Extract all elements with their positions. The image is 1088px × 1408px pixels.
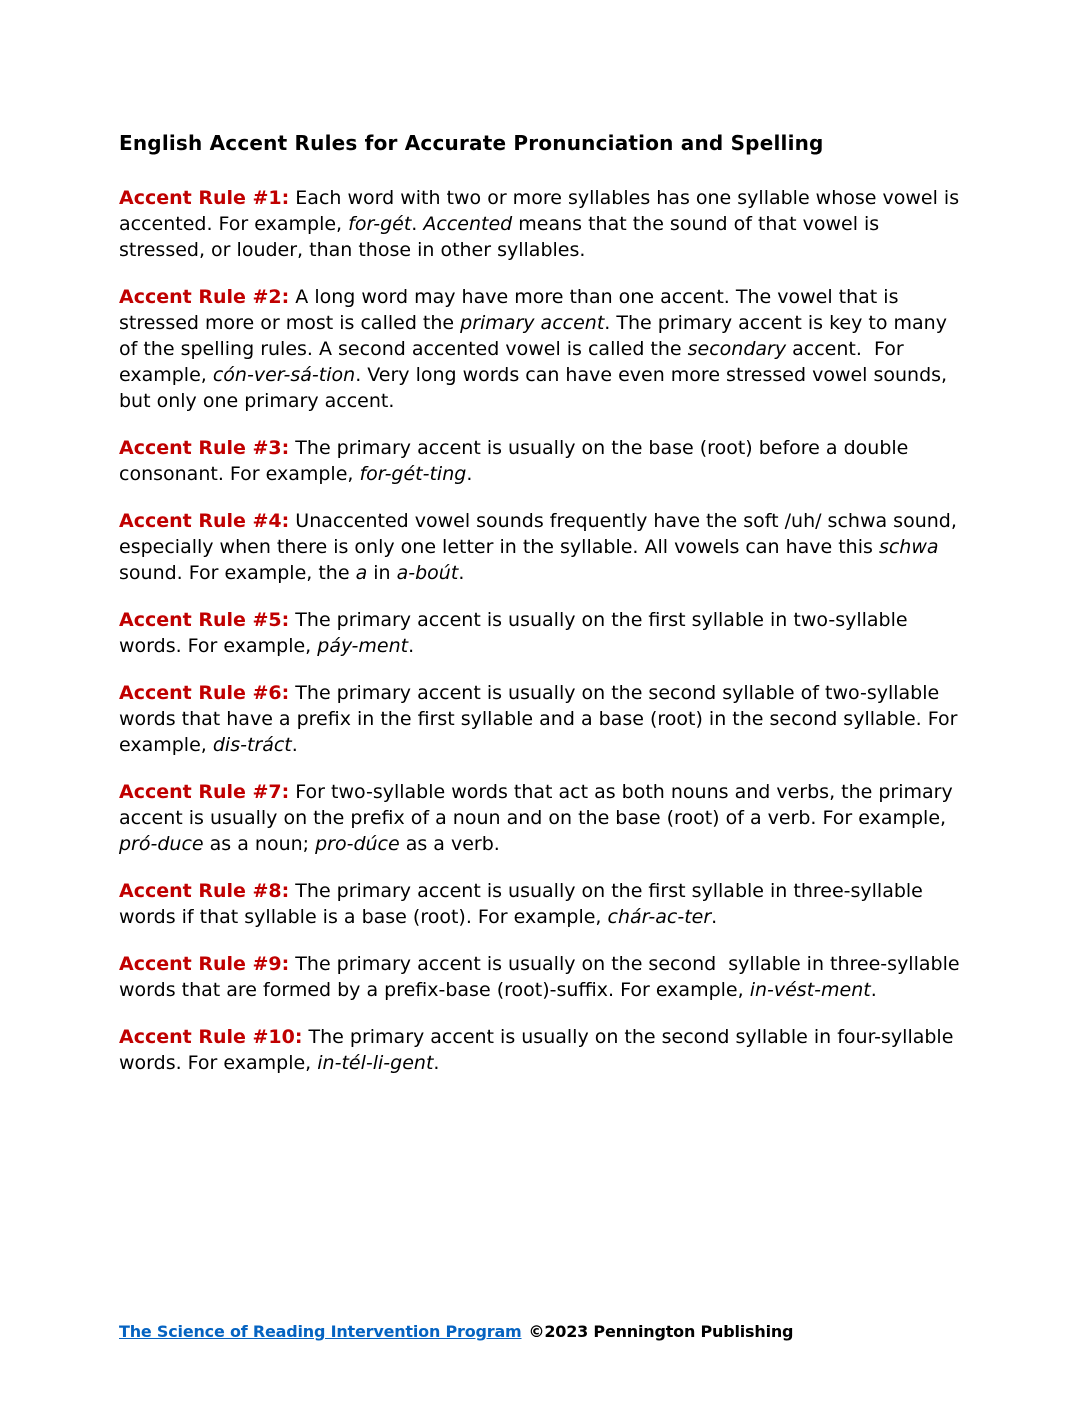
rule-body-text: For two-syllable words that act as both nouns and verbs, the primary accent is usually on the prefix of a noun and on the base (root) of a verb. For example, (119, 781, 959, 829)
example-word-italic: pró-duce (119, 833, 204, 855)
rule-body-text: . (458, 562, 465, 584)
rule-label: Accent Rule #10: (119, 1026, 303, 1048)
rule-paragraph (119, 951, 969, 1003)
rule-paragraph (119, 878, 969, 930)
rule-body-text: . (408, 635, 415, 657)
rule-paragraph (119, 779, 969, 857)
rule-body-text: sound. For example, the (119, 536, 945, 584)
rule-body-text: The primary accent is usually on the first syllable in two-syllable words. For example, (119, 609, 914, 657)
rule-body-text: The primary accent is usually on the second syllable of two-syllable words that have a prefix in the first syllable and a base (root) in the second syllable. For example, (119, 682, 964, 756)
page-title: English Accent Rules for Accurate Pronunciation and Spelling (119, 131, 824, 155)
rule-body-text: . (466, 463, 473, 485)
rule-body-text: means that the sound of that vowel is stressed, or louder, than those in other syllables. (119, 213, 886, 261)
page-footer (119, 1322, 793, 1341)
rule-body-text: Each word with two or more syllables has one syllable whose vowel is accented. For example, (119, 187, 966, 235)
example-word-italic: chár-ac-ter (607, 906, 712, 928)
rule-body-text: . (711, 906, 718, 928)
rule-body-text: in (367, 562, 397, 584)
rule-body-text: The primary accent is usually on the base (root) before a double consonant. For example, (119, 437, 915, 485)
rules-list (119, 185, 969, 1076)
rule-label: Accent Rule #2: (119, 286, 290, 308)
rule-paragraph (119, 508, 969, 586)
rule-body-text: . (411, 213, 424, 235)
rule-label: Accent Rule #9: (119, 953, 290, 975)
rule-label: Accent Rule #4: (119, 510, 290, 532)
example-word-italic: in-vést-ment (749, 979, 871, 1001)
rule-paragraph (119, 185, 969, 263)
rule-body-text: . (870, 979, 877, 1001)
rule-body-text: as a verb. (399, 833, 500, 855)
example-word-italic: Accented (423, 213, 513, 235)
rule-body-text: . The primary accent is key to many of the spelling rules. A second accented vowel is called the (119, 312, 954, 360)
footer-copyright: ©2023 Pennington Publishing (528, 1322, 794, 1341)
rule-label: Accent Rule #8: (119, 880, 290, 902)
rule-body-text: Unaccented vowel sounds frequently have the soft /uh/ schwa sound, especially when there is only one letter in the syllable. All vowels can have this (119, 510, 963, 558)
example-word-italic: páy-ment (317, 635, 409, 657)
rule-label: Accent Rule #5: (119, 609, 290, 631)
rule-body-text: A long word may have more than one accent. The vowel that is stressed more or most is called the (119, 286, 905, 334)
rule-paragraph (119, 1024, 969, 1076)
rule-label: Accent Rule #3: (119, 437, 290, 459)
rule-body-text: The primary accent is usually on the second syllable in four-syllable words. For example, (119, 1026, 960, 1074)
example-word-italic: secondary (687, 338, 787, 360)
rule-label: Accent Rule #6: (119, 682, 290, 704)
rule-body-text: . (291, 734, 298, 756)
footer-link[interactable]: The Science of Reading Intervention Program (119, 1322, 522, 1341)
rule-body-text: accent. For example, (119, 338, 910, 386)
example-word-italic: schwa (878, 536, 939, 558)
example-word-italic: a (355, 562, 368, 584)
rule-body-text: The primary accent is usually on the first syllable in three-syllable words if that syllable is a base (root). For example, (119, 880, 929, 928)
rule-paragraph (119, 680, 969, 758)
example-word-italic: for-gét (348, 213, 412, 235)
example-word-italic: dis-tráct (212, 734, 292, 756)
example-word-italic: a-boút (396, 562, 459, 584)
example-word-italic: cón-ver-sá-tion (212, 364, 356, 386)
rule-label: Accent Rule #1: (119, 187, 290, 209)
example-word-italic: pro-dúce (315, 833, 400, 855)
example-word-italic: primary accent (460, 312, 605, 334)
example-word-italic: in-tél-li-gent (317, 1052, 434, 1074)
rule-body-text: . Very long words can have even more stressed vowel sounds, but only one primary accent. (119, 364, 954, 412)
rule-label: Accent Rule #7: (119, 781, 290, 803)
rule-paragraph (119, 435, 969, 487)
rule-body-text: as a noun; (203, 833, 316, 855)
rule-body-text: . (433, 1052, 440, 1074)
rule-body-text: The primary accent is usually on the second syllable in three-syllable words that are formed by a prefix-base (root)-suffix. For example, (119, 953, 966, 1001)
rule-paragraph (119, 607, 969, 659)
example-word-italic: for-gét-ting (359, 463, 467, 485)
rule-paragraph (119, 284, 969, 414)
